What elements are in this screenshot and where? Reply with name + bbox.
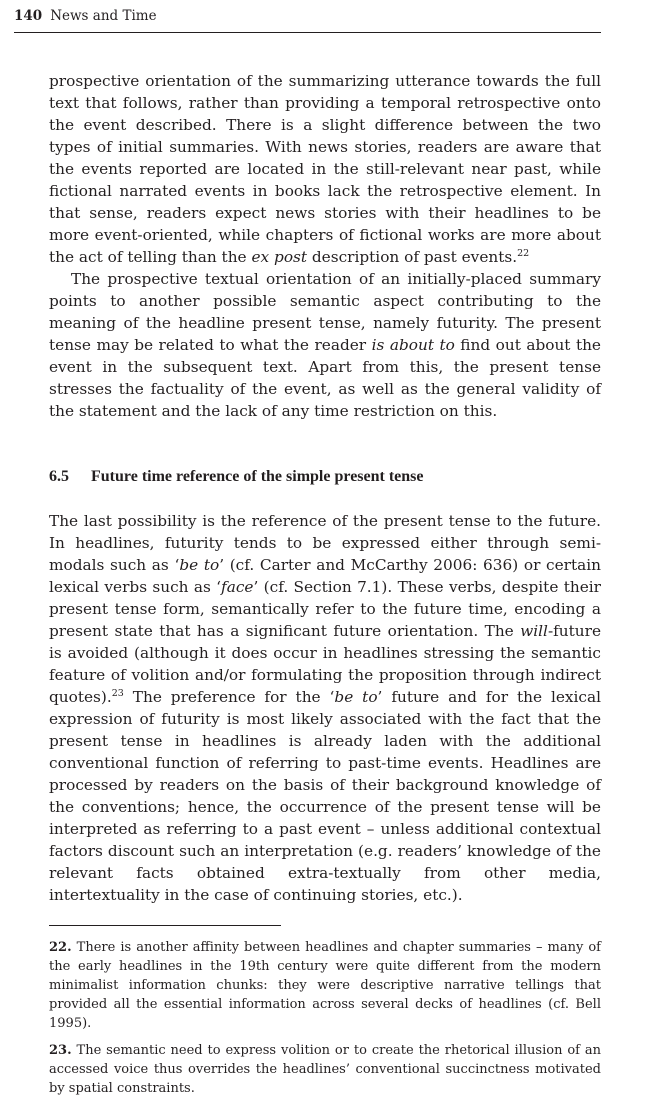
paragraph-2 (49, 268, 601, 422)
text-run: The last possibility is the reference of the present tense to the future. In headlines, futurity tends to be expressed either through semi-modals such as ‘ (49, 512, 601, 574)
running-title: News and Time (50, 8, 157, 24)
text-run: The prospective textual orientation of an initially-placed summary points to another possible semantic aspect contributing to the meaning of the headline present tense, namely futurity. The present tense may be related to what the reader (49, 270, 601, 354)
italic-run: is about to (371, 336, 455, 354)
text-run: -future is avoided (although it does occur in headlines stressing the semantic feature of volition and/or formulating the proposition through indirect quotes). (49, 622, 601, 706)
page-number: 140 (14, 8, 43, 24)
section-number: 6.5 (49, 468, 69, 485)
paragraph-1 (49, 70, 601, 268)
italic-run: ex post (251, 248, 308, 266)
footnote-text: There is another affinity between headlines and chapter summaries – many of the early headlines in the 19th century were quite different from the modern minimalist information chunks: they were descriptive narrative tellings that provided all the essential information across several decks of headlines (cf. Bell 1995). (49, 940, 601, 1031)
text-run: find out about the event in the subsequent text. Apart from this, the present tense stresses the factuality of the event, as well as the general validity of the statement and the lack of any time restriction on this. (49, 336, 601, 420)
section-heading (49, 466, 601, 488)
italic-run: be to (334, 688, 378, 706)
footnote-number: 22. (49, 940, 72, 955)
text-run: ’ future and for the lexical expression of futurity is most likely associated with the fact that the present tense in headlines is already laden with the additional conventional function of referring to past-time events. Headlines are processed by readers on the basis of their background knowledge of the conventions; hence, the occurrence of the present tense will be interpreted as referring to a past event – unless additional contextual factors discount such an interpretation (e.g. readers’ knowledge of the relevant facts obtained extra-textually from other media, intertextuality in the case of continuing stories, etc.). (49, 688, 601, 904)
italic-run: face (221, 578, 254, 596)
body-text (49, 70, 601, 1106)
italic-run: be to (179, 556, 220, 574)
section-title: Future time reference of the simple present tense (91, 468, 424, 485)
footnotes (49, 938, 601, 1098)
text-run: The preference for the ‘ (123, 688, 335, 706)
footnote-number: 23. (49, 1043, 72, 1058)
text-run: prospective orientation of the summarizing utterance towards the full text that follows, rather than providing a temporal retrospective onto the event described. There is a slight difference between the two types of initial summaries. With news stories, readers are aware that the events reported are located in the still-relevant near past, while fictional narrated events in books lack the retrospective element. In that sense, readers expect news stories with their headlines to be more event-oriented, while chapters of fictional works are more about the act of telling than the (49, 72, 601, 266)
text-run: ’ (cf. Carter and McCarthy 2006: 636) or certain lexical verbs such as ‘ (49, 556, 601, 596)
footnote-divider (49, 925, 281, 926)
footnote-ref-22[interactable]: 22 (517, 248, 530, 259)
paragraph-3 (49, 510, 601, 906)
footnote-text: The semantic need to express volition or to create the rhetorical illusion of an accessed voice thus overrides the headlines’ conventional succinctness motivated by spatial constraints. (49, 1043, 601, 1096)
italic-run: will (520, 622, 548, 640)
footnote-22 (49, 938, 601, 1033)
text-run: description of past events. (307, 248, 518, 266)
text-run: ’ (cf. Section 7.1). These verbs, despite their present tense form, semantically refer to the future time, encoding a present state that has a significant future orientation. The (49, 578, 601, 640)
running-head (14, 6, 601, 33)
footnote-ref-23[interactable]: 23 (111, 688, 124, 699)
footnote-23 (49, 1041, 601, 1098)
